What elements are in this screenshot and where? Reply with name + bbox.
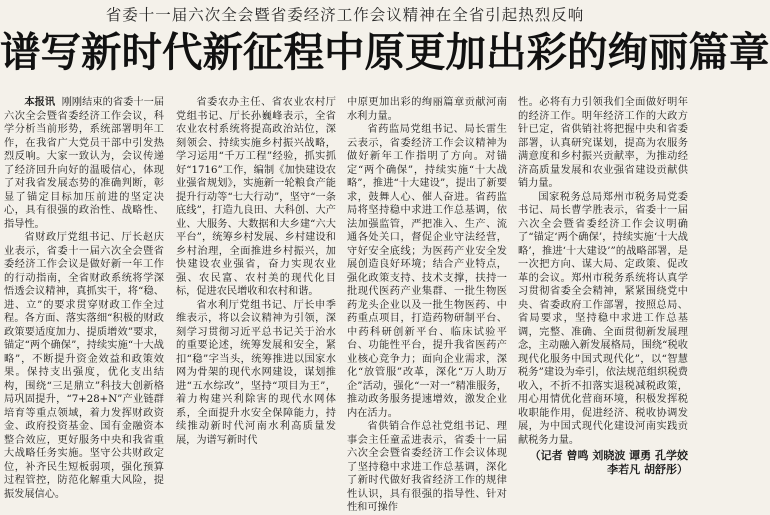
article-column-3: [347, 96, 507, 513]
article-column-2: [176, 96, 336, 457]
article-paragraph: 省供销合作总社党组书记、理事会主任童孟进表示，省委十一届六次全会暨省委经济工作会议体现了坚持稳中求进工作总基调，深化了新时代做好我省经济工作的规律性认识，具有很强的指导性、针对性和可操作: [347, 421, 507, 513]
byline: （记者 曾鸣 刘晓波 谭勇 孔学姣 李若凡 胡舒彤）: [529, 449, 688, 476]
article-column-4: [518, 96, 688, 476]
article-paragraph: 省财政厅党组书记、厅长赵庆业表示，省委十一届六次全会暨省委经济工作会议是做好新一年工作的行动指南，全省财政系统将学深悟透会议精神，真抓实干，将“稳、进、立”的要求贯穿财政工作全过程。各方面、落实落细“积极的财政政策要适度加力、提质增效”要求，锚定“两个确保”，持续实施“十大战略”，不断提升资金效益和政策效果。保持支出强度，优化支出结构，围绕“三足鼎立”科技大创新格局巩固提升，“7+28+N”产业链群培育等重点领域，着力发挥财政资金、政府投资基金、国有金融资本整合效应，更好服务中央和我省重大战略任务实施。坚守公共财政定位，补齐民生短板弱项，强化预算过程管控，防范化解重大风险，提振发展信心。: [4, 232, 164, 500]
article-paragraph: 性。必将有力引领我们全面做好明年的经济工作。明年经济工作的大政方针已定，省供销社将把握中央和省委部署，认真研究谋划，提高为农服务满意度和乡村振兴贡献率，为推动经济高质量发展和农业强省建设贡献供销力量。: [518, 97, 688, 189]
article-paragraph: 中原更加出彩的绚丽篇章贡献河南水利力量。: [347, 97, 507, 122]
article-paragraph: 国家税务总局郑州市税务局党委书记、局长曹学胜表示，省委十一届六次全会暨省委经济工作会议明确了“锚定‘两个确保’，持续实施‘十大战略’，推进‘十大建设’”的战略部署，是一次把方向、谋大局、定政策、促改革的会议。郑州市税务系统将认真学习贯彻省委全会精神，紧紧围绕党中央、省委政府工作部署，按照总局、省局要求，坚持稳中求进工作总基调，完整、准确、全面贯彻新发展理念，主动融入新发展格局，围绕“税收现代化服务中国式现代化”，以“智慧税务”建设为牵引，依法规范组织税费收入，不折不扣落实退税减税政策，用心用情优化营商环境，积极发挥税收职能作用，促进经济、税收协调发展，为中国式现代化建设河南实践贡献税务力量。: [518, 191, 688, 446]
kicker-subtitle: 省委十一届六次全会暨省委经济工作会议精神在全省引起热烈反响: [105, 6, 585, 24]
article-column-1: [4, 96, 165, 500]
headline: 谱写新时代新征程中原更加出彩的绚丽篇章: [0, 28, 770, 76]
article-lead: 本报讯: [24, 96, 56, 108]
article-paragraph: [4, 96, 164, 231]
article-paragraph: 省药监局党组书记、局长雷生云表示，省委经济工作会议精神为做好新年工作指明了方向。对锚定“两个确保”，持续实施“十大战略”，推进“十大建设”，提出了新要求，鼓舞人心、催人奋进。省药监局将坚持稳中求进工作总基调，依法加强监管，严把准入、生产、流通各处关口，督促企业守法经营，守好安全底线；为医药产业安全发展创造良好环境；结合产业特点，强化政策支持、技术支撑，扶持一批现代医药产业集群、一批生物医药龙头企业以及一批生物医药、中药重点项目，打造药物研制平台、中药科研创新平台、临床试验平台、功能性平台，提升我省医药产业核心竞争力；面向企业需求，深化“放管服”改革，深化“万人助万企”活动，强化“一对一”精准服务，推动政务服务提速增效，激发企业内在活力。: [347, 124, 507, 419]
article-paragraph-text: 刚刚结束的省委十一届六次全会暨省委经济工作会议，科学分析当前形势，系统部署明年工作，在我省广大党员干部中引发热烈反响。大家一致认为，会议传递了经济回升向好的温暖信心，体现了对我省发展态势的准确判断，彰显了锚定目标加压前进的坚定决心，具有很强的政治性、战略性、指导性。: [4, 97, 165, 230]
article-body: [4, 96, 690, 513]
article-paragraph: 省水利厅党组书记、厅长申季维表示，将以会议精神为引领，深刻学习贯彻习近平总书记关于治水的重要论述，统筹发展和安全，紧扣“稳”字当头，统筹推进以国家水网为骨架的现代水网建设，谋划推进“五水综改”，坚持“项目为王”，着力构建兴利除害的现代水网体系，全面提升水安全保障能力，持续推动新时代河南水利高质量发展，为谱写新时代: [176, 299, 336, 446]
article-paragraph: 省委农办主任、省农业农村厅党组书记、厅长孙巍峰表示，全省农业农村系统将提高政治站位，深刻领会、持续实施乡村振兴战略，学习运用“千万工程”经验，抓实抓好“1716”工作，编制《加快建设农业强省规划》，实施新一轮粮食产能提升行动等“七大行动”，坚守“一条底线”，打造九良田、大科创、大产业、大服务、大数据和大乡建“六大平台”，统筹乡村发展、乡村建设和乡村治理，全面推进乡村振兴，加快建设农业强省，奋力实现农业强、农民富、农村美的现代化目标，促进农民增收和农村和谐。: [176, 97, 336, 297]
